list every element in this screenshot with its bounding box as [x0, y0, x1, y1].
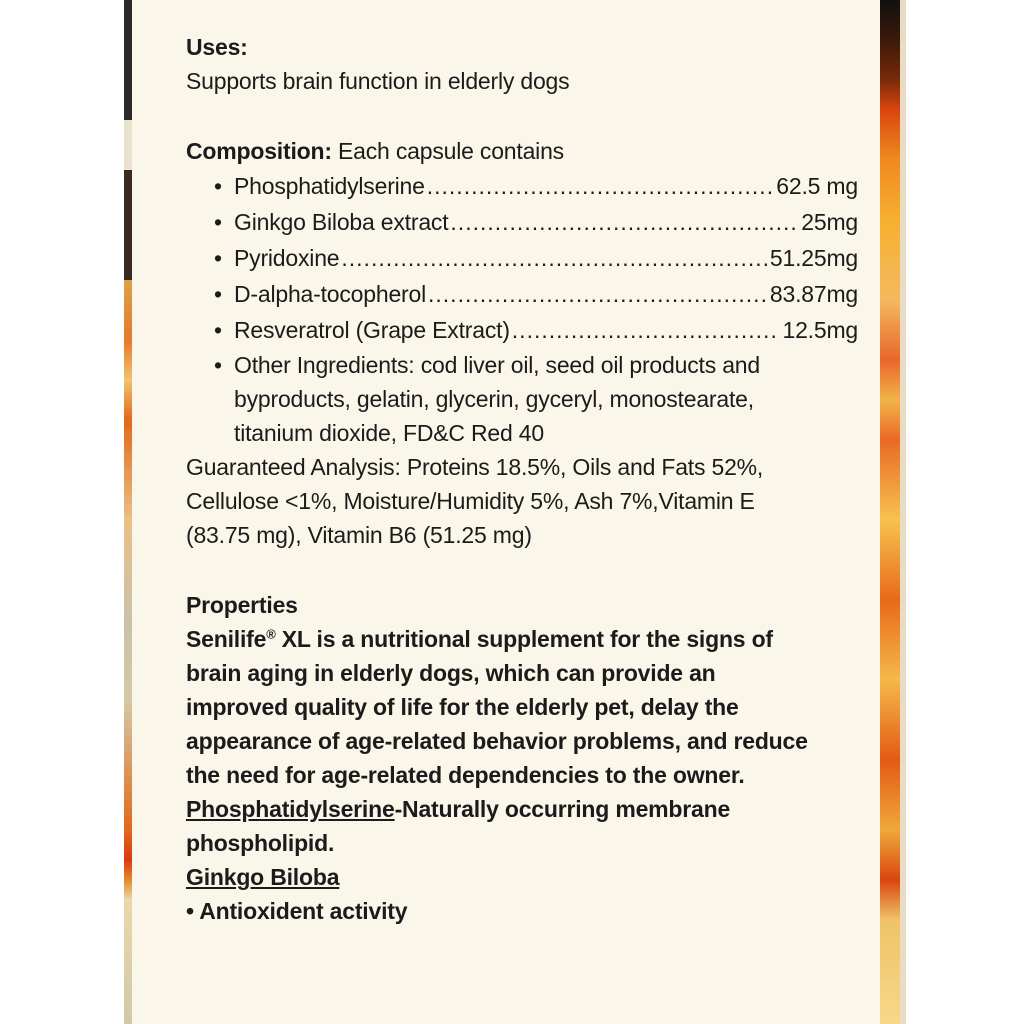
other-ingredients: [214, 348, 858, 450]
ingredient-name: Pyridoxine: [234, 245, 340, 271]
properties-line-rest: XL is a nutritional supplement for the signs of: [275, 626, 773, 652]
properties-heading: Properties: [186, 592, 298, 618]
properties-line: improved quality of life for the elderly pet, delay the: [186, 694, 739, 720]
other-ingredients-line: byproducts, gelatin, glycerin, gyceryl, monostearate,: [234, 386, 754, 412]
dot-leader: [450, 204, 799, 240]
list-item: [214, 312, 858, 348]
properties-line: brain aging in elderly dogs, which can provide an: [186, 660, 716, 686]
ps-line: [186, 792, 858, 826]
dot-leader: [428, 276, 768, 312]
properties-line: the need for age-related dependencies to the owner.: [186, 762, 745, 788]
ingredient-name: Resveratrol (Grape Extract): [234, 317, 510, 343]
bullet-icon: •: [214, 352, 222, 378]
ps-desc-line: phospholipid.: [186, 830, 335, 856]
ps-desc: -Naturally occurring membrane: [394, 796, 731, 822]
analysis-line: Cellulose <1%, Moisture/Humidity 5%, Ash 7%,Vitamin E: [186, 488, 755, 514]
bullet-icon: •: [214, 173, 222, 199]
other-ingredients-line: Other Ingredients: cod liver oil, seed oil products and: [234, 352, 760, 378]
other-ingredients-line: titanium dioxide, FD&C Red 40: [234, 420, 544, 446]
bullet-icon: •: [214, 281, 222, 307]
list-item: [214, 168, 858, 204]
bullet-icon: •: [214, 317, 222, 343]
analysis-line: (83.75 mg), Vitamin B6 (51.25 mg): [186, 522, 532, 548]
brand-name: Senilife: [186, 626, 267, 652]
composition-list: [186, 168, 858, 450]
list-item: [214, 204, 858, 240]
registered-mark: ®: [266, 626, 276, 642]
properties-section: [186, 588, 858, 928]
label-content: [186, 30, 858, 928]
list-item: [214, 276, 858, 312]
composition-heading: Composition:: [186, 138, 332, 164]
bullet-icon: •: [214, 245, 222, 271]
dot-leader: [341, 240, 768, 276]
dot-leader: [512, 312, 781, 348]
composition-intro: Each capsule contains: [338, 138, 564, 164]
bullet-icon: •: [214, 209, 222, 235]
properties-line: appearance of age-related behavior problems, and reduce: [186, 728, 808, 754]
list-item: [214, 240, 858, 276]
ingredient-amount: 51.25mg: [769, 245, 858, 271]
ginkgo-bullet: • Antioxident activity: [186, 898, 408, 924]
ps-term: Phosphatidylserine: [186, 796, 395, 822]
composition-heading-line: [186, 134, 858, 168]
uses-text: Supports brain function in elderly dogs: [186, 68, 570, 94]
ingredient-amount: 62.5 mg: [776, 173, 858, 199]
ginkgo-term: Ginkgo Biloba: [186, 864, 340, 890]
ingredient-name: D-alpha-tocopherol: [234, 281, 427, 307]
ingredient-amount: 83.87mg: [769, 281, 858, 307]
ingredient-amount: 25mg: [801, 209, 858, 235]
ingredient-name: Ginkgo Biloba extract: [234, 209, 449, 235]
uses-heading: Uses:: [186, 34, 248, 60]
dot-leader: [427, 168, 775, 204]
properties-line: [186, 622, 858, 656]
analysis-line: Guaranteed Analysis: Proteins 18.5%, Oils and Fats 52%,: [186, 454, 764, 480]
ingredient-amount: 12.5mg: [782, 317, 858, 343]
box-right-edge: [880, 0, 906, 1024]
ingredient-name: Phosphatidylserine: [234, 173, 425, 199]
